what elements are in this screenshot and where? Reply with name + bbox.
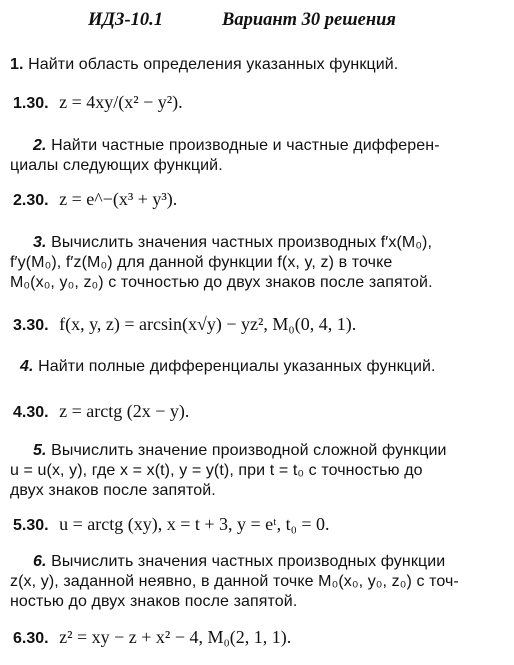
task-2 [10,136,504,176]
task-number: 2. [33,137,47,154]
item-4-30 [13,400,507,424]
task-number: 1. [10,56,24,73]
task-text: Найти область определения указанных функций. [28,56,399,73]
item-formula: z = e^−(x³ + y³). [59,189,178,209]
task-text-line-1: Вычислить значения частных производных функции [51,553,446,570]
item-number: 2.30. [13,192,49,209]
task-number: 3. [33,234,47,251]
item-number: 6.30. [13,630,49,647]
task-number: 6. [33,553,47,570]
item-5-30 [13,513,507,537]
item-6-30 [13,626,507,650]
task-text-line-1: Вычислить значение производной сложной функции [51,442,447,459]
item-1-30 [13,91,507,115]
item-number: 4.30. [13,404,49,421]
item-number: 1.30. [13,95,49,112]
item-number: 5.30. [13,517,49,534]
header-title: ИДЗ-10.1 [88,10,163,30]
item-number: 3.30. [13,317,49,334]
item-formula: z² = xy − z + x² − 4, M₀(2, 1, 1). [59,627,292,647]
task-1 [10,55,504,75]
item-formula: f(x, y, z) = arcsin(x√y) − yz², M₀(0, 4, 1). [59,314,357,334]
task-text: Найти полные дифференциалы указанных функций. [38,358,436,375]
task-text-line-3: двух знаков после запятой. [10,482,216,499]
task-3 [10,233,504,293]
header-variant: Вариант 30 решения [222,10,396,30]
task-text-line-2: циалы следующих функций. [10,157,223,174]
task-text-line-2: z(x, y), заданной неявно, в данной точке M₀(x₀, y₀, z₀) с точ- [10,573,459,590]
item-formula: z = arctg (2x − y). [59,401,190,421]
item-2-30 [13,188,507,212]
item-formula: u = arctg (xy), x = t + 3, y = eᵗ, t₀ = 0. [59,514,330,534]
task-number: 4. [20,358,34,375]
item-3-30 [13,313,507,337]
task-text-line-2: u = u(x, y), где x = x(t), y = y(t), при t = t₀ с точностью до [10,462,423,479]
task-text-line-2: f′y(M₀), f′z(M₀) для данной функции f(x, y, z) в точке [10,254,393,271]
task-4 [20,357,514,377]
task-5 [10,441,504,501]
item-formula: z = 4xy/(x² − y²). [59,92,183,112]
page-header [0,8,514,34]
task-text-line-3: M₀(x₀, y₀, z₀) с точностью до двух знаков после запятой. [10,274,433,291]
task-text-line-3: ностью до двух знаков после запятой. [10,593,298,610]
task-6 [10,552,504,612]
task-text-line-1: Найти частные производные и частные дифферен- [51,137,440,154]
task-number: 5. [33,442,47,459]
task-text-line-1: Вычислить значения частных производных f′x(M₀), [51,234,433,251]
